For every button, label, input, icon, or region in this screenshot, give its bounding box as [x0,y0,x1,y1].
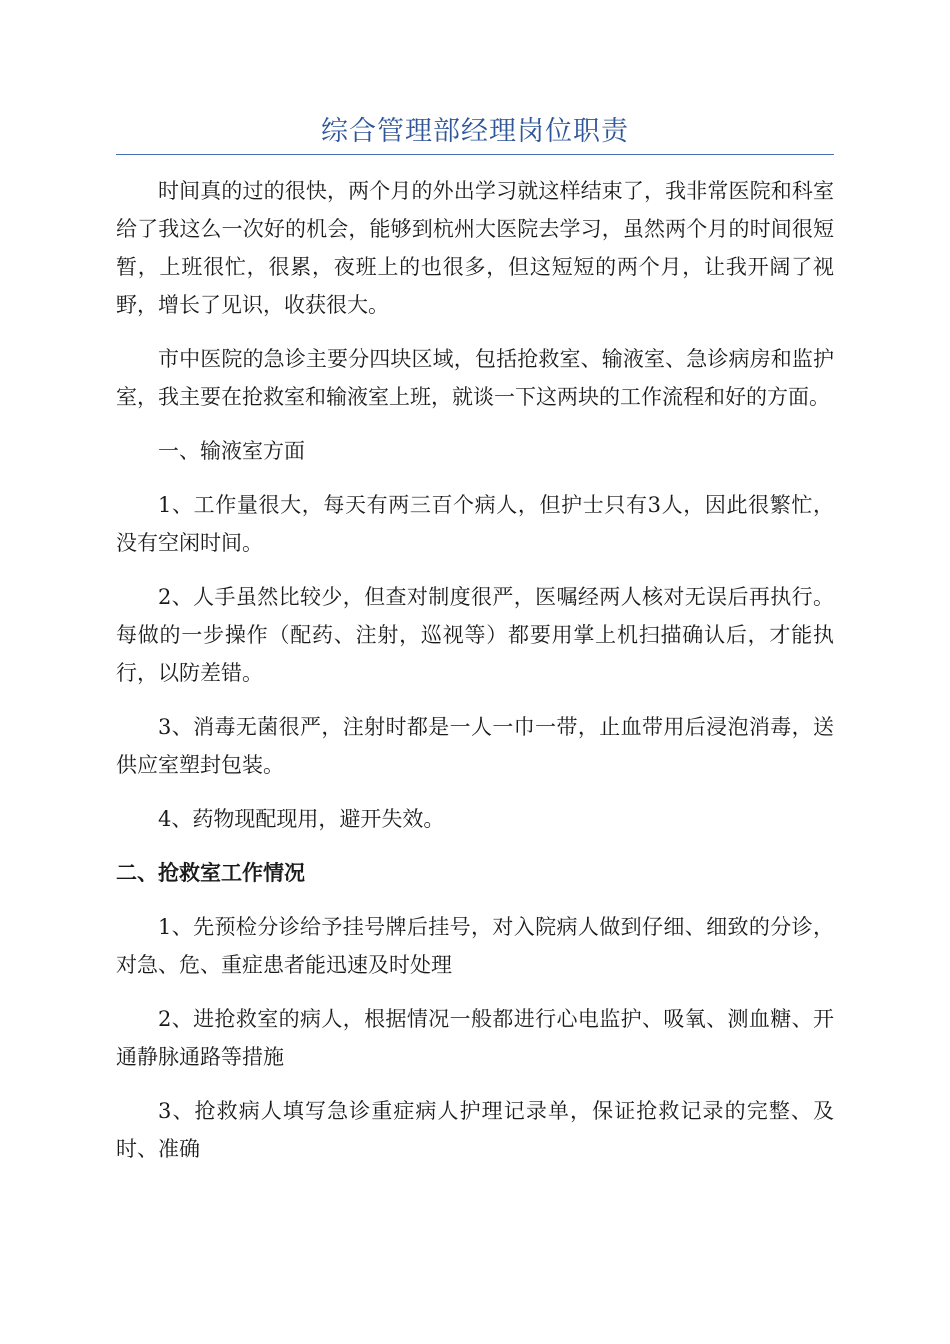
list-item-infusion-1: 1、工作量很大，每天有两三百个病人，但护士只有3人，因此很繁忙，没有空闲时间。 [116,493,834,555]
document-title: 综合管理部经理岗位职责 [321,116,629,147]
list-item-infusion-3: 3、消毒无菌很严，注射时都是一人一巾一带，止血带用后浸泡消毒，送供应室塑封包装。 [116,715,834,777]
list-item-infusion-4: 4、药物现配现用，避开失效。 [158,807,445,831]
paragraph-overview: 市中医院的急诊主要分四块区域，包括抢救室、输液室、急诊病房和监护室，我主要在抢救室和输液室上班，就谈一下这两块的工作流程和好的方面。 [116,347,834,409]
document-body [116,172,834,1184]
list-item-rescue-2: 2、进抢救室的病人，根据情况一般都进行心电监护、吸氧、测血糖、开通静脉通路等措施 [116,1007,834,1069]
section-heading-infusion: 一、输液室方面 [158,439,305,463]
list-item-infusion-2: 2、人手虽然比较少，但查对制度很严，医嘱经两人核对无误后再执行。每做的一步操作（配药、注射，巡视等）都要用掌上机扫描确认后，才能执行，以防差错。 [116,585,834,685]
list-item-rescue-1: 1、先预检分诊给予挂号牌后挂号，对入院病人做到仔细、细致的分诊，对急、危、重症患者能迅速及时处理 [116,915,834,977]
list-item-rescue-3: 3、抢救病人填写急诊重症病人护理记录单，保证抢救记录的完整、及时、准确 [116,1099,834,1161]
section-heading-rescue: 二、抢救室工作情况 [116,860,305,885]
title-underline [116,154,834,155]
paragraph-intro: 时间真的过的很快，两个月的外出学习就这样结束了，我非常医院和科室给了我这么一次好的机会，能够到杭州大医院去学习，虽然两个月的时间很短暂，上班很忙，很累，夜班上的也很多，但这短短的两个月，让我开阔了视野，增长了见识，收获很大。 [116,179,834,317]
